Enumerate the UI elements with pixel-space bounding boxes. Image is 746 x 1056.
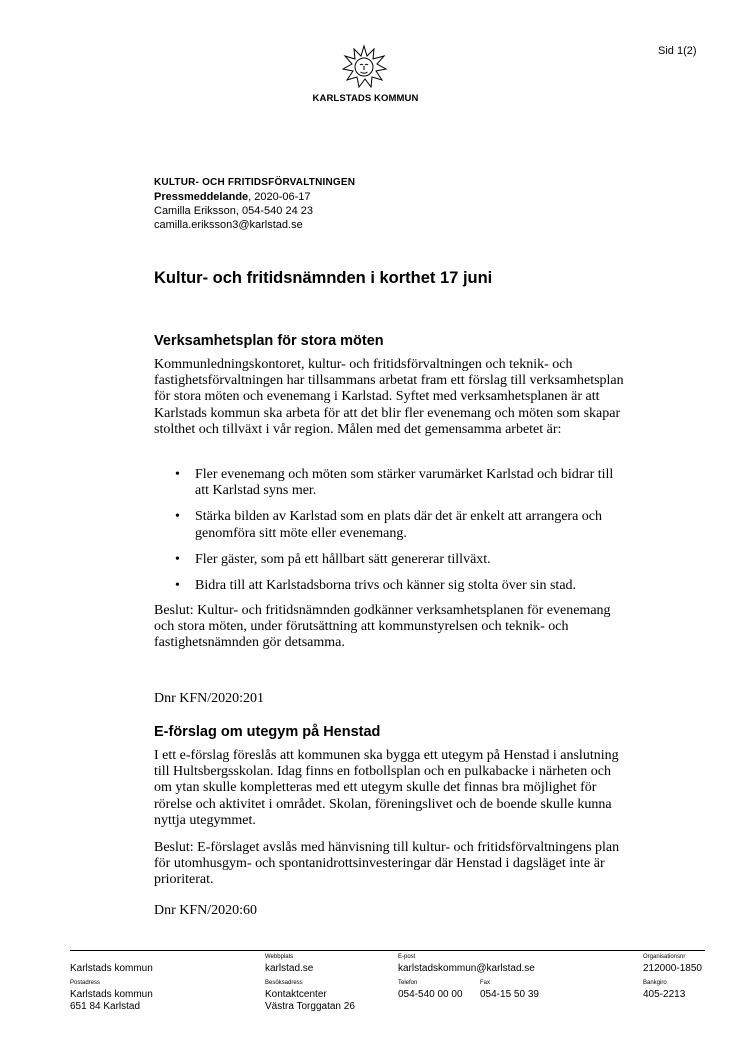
footer-webb-value[interactable]: karlstad.se <box>265 963 314 974</box>
contact-name-phone: Camilla Eriksson, 054-540 24 23 <box>154 205 313 217</box>
document-title: Kultur- och fritidsnämnden i korthet 17 juni <box>154 269 493 287</box>
section2-dnr: Dnr KFN/2020:60 <box>154 903 258 918</box>
press-release-header <box>154 176 355 232</box>
section-heading-verksamhetsplan: Verksamhetsplan för stora möten <box>154 333 384 349</box>
footer-divider <box>70 950 705 951</box>
footer-tel-value: 054-540 00 00 <box>398 989 463 1000</box>
footer-post-label: Postadress <box>70 980 101 986</box>
section1-intro: Kommunledningskontoret, kultur- och fritidsförvaltningen och teknik- och fastighetsförvaltningen har tillsammans arbetat fram ett förslag till verksamhetsplan för stora möten och evenemang i Karlstad. Syftet med verksamhetsplanen är att Karlstads kommun ska arbeta för att det blir fler evenemang och möten som skapar stolthet och tillväxt i vår region. Målen med det gemensamma arbetet är: <box>154 357 624 437</box>
footer-fax-label: Fax <box>480 980 491 986</box>
footer-besok-line1: Kontaktcenter <box>265 989 327 1000</box>
footer-epost-label: E-post <box>398 954 416 960</box>
logo-wordmark: KARLSTADS KOMMUN <box>312 93 419 104</box>
bullet-glyph: • <box>175 467 180 482</box>
contact-email[interactable]: camilla.eriksson3@karlstad.se <box>154 219 303 231</box>
bullet-glyph: • <box>175 509 180 525</box>
section1-dnr: Dnr KFN/2020:201 <box>154 691 265 706</box>
section-heading-e-forslag: E-förslag om utegym på Henstad <box>154 724 381 740</box>
section2-intro: I ett e-förslag föreslås att kommunen ska bygga ett utegym på Henstad i anslutning till Hultsbergsskolan. Idag finns en fotbollsplan och en pulkabacke i närheten och om ytan skulle kompletteras med ett utegym skulle det finnas bra möjlighet för rörelse och aktivitet i området. Skolan, föreningslivet och de boende skulle kunna nyttja utegymmet. <box>154 748 619 828</box>
section1-bullet-list <box>154 467 624 604</box>
sun-logo-icon <box>340 44 388 88</box>
page-number: Sid 1(2) <box>658 45 697 57</box>
footer-post-line2: 651 84 Karlstad <box>70 1001 141 1012</box>
list-item-text: Fler gäster, som på ett hållbart sätt genererar tillväxt. <box>195 551 491 567</box>
list-item <box>154 578 624 594</box>
list-item-text: Fler evenemang och möten som stärker varumärket Karlstad och bidrar till att Karlstad syns mer. <box>195 467 614 499</box>
footer-org-name: Karlstads kommun <box>70 963 153 974</box>
press-type: Pressmeddelande <box>154 191 249 203</box>
list-item-text: Bidra till att Karlstadsborna trivs och känner sig stolta över sin stad. <box>195 578 577 594</box>
footer-webb-label: Webbplats <box>265 954 294 960</box>
footer-orgnr-label: Organisationsnr <box>643 954 686 960</box>
section1-decision: Beslut: Kultur- och fritidsnämnden godkänner verksamhetsplanen för evenemang och stora möten, under förutsättning att kommunstyrelsen och teknik- och fastighetsnämnden gör detsamma. <box>154 603 611 651</box>
bullet-glyph: • <box>175 551 180 567</box>
footer-fax-value: 054-15 50 39 <box>480 989 539 1000</box>
section2-decision: Beslut: E-förslaget avslås med hänvisning till kultur- och fritidsförvaltningens plan för utomhusgym- och spontanidrottsinvesteringar där Henstad i dagsläget inte är prioriterat. <box>154 840 620 888</box>
department-name: KULTUR- OCH FRITIDSFÖRVALTNINGEN <box>154 177 356 188</box>
press-type-line <box>154 190 355 204</box>
list-item <box>154 552 624 568</box>
footer-post-line1: Karlstads kommun <box>70 989 153 1000</box>
footer-bank-label: Bankgiro <box>643 980 667 986</box>
list-item <box>154 509 624 541</box>
footer-orgnr-value: 212000-1850 <box>643 963 702 974</box>
bullet-glyph: • <box>175 578 180 594</box>
list-item <box>154 467 624 499</box>
footer-tel-label: Telefon <box>398 980 418 986</box>
footer-besok-label: Besöksadress <box>265 980 303 986</box>
list-item-text: Stärka bilden av Karlstad som en plats där det är enkelt att arrangera och genomföra sitt möte eller evenemang. <box>195 509 603 541</box>
press-date: , 2020-06-17 <box>248 191 311 203</box>
footer-bank-value: 405-2213 <box>643 989 686 1000</box>
footer-besok-line2: Västra Torggatan 26 <box>265 1001 355 1012</box>
footer-epost-value[interactable]: karlstadskommun@karlstad.se <box>398 963 535 974</box>
